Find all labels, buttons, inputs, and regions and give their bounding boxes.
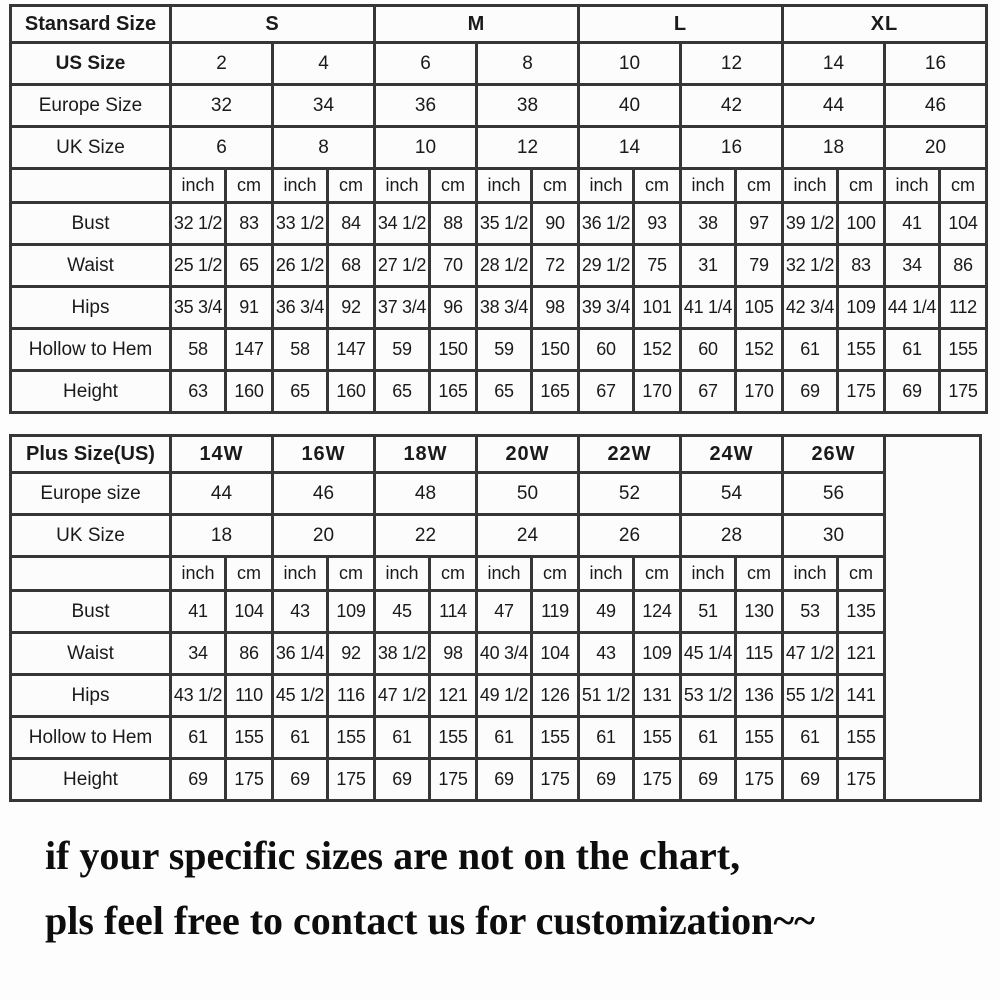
measure-cell: 86 bbox=[940, 245, 987, 287]
measure-cell: 41 bbox=[171, 591, 226, 633]
note-line-2: pls feel free to contact us for customization~~ bbox=[45, 898, 815, 943]
size-group-header: 20W bbox=[477, 436, 579, 473]
measure-cell: 45 1/2 bbox=[273, 675, 328, 717]
size-cell: 54 bbox=[681, 473, 783, 515]
size-cell: 14 bbox=[579, 127, 681, 169]
measure-cell: 27 1/2 bbox=[375, 245, 430, 287]
row-label: Waist bbox=[11, 633, 171, 675]
measure-cell: 69 bbox=[579, 759, 634, 801]
size-cell: 2 bbox=[171, 43, 273, 85]
measure-cell: 97 bbox=[736, 203, 783, 245]
unit-cell: inch bbox=[783, 557, 838, 591]
measure-cell: 47 1/2 bbox=[375, 675, 430, 717]
measure-cell: 155 bbox=[940, 329, 987, 371]
table-row bbox=[11, 515, 981, 557]
table-row bbox=[11, 717, 981, 759]
measure-cell: 43 bbox=[579, 633, 634, 675]
measure-cell: 104 bbox=[532, 633, 579, 675]
size-cell: 6 bbox=[171, 127, 273, 169]
measure-cell: 175 bbox=[940, 371, 987, 413]
size-cell: 20 bbox=[885, 127, 987, 169]
measure-cell: 105 bbox=[736, 287, 783, 329]
table-title: Plus Size(US) bbox=[11, 436, 171, 473]
table-row bbox=[11, 203, 987, 245]
unit-cell: inch bbox=[171, 169, 226, 203]
measure-cell: 109 bbox=[328, 591, 375, 633]
measure-cell: 36 3/4 bbox=[273, 287, 328, 329]
unit-cell: cm bbox=[634, 557, 681, 591]
table-row bbox=[11, 287, 987, 329]
unit-cell: cm bbox=[430, 557, 477, 591]
size-cell: 48 bbox=[375, 473, 477, 515]
measure-cell: 101 bbox=[634, 287, 681, 329]
measure-cell: 28 1/2 bbox=[477, 245, 532, 287]
unit-cell: cm bbox=[328, 169, 375, 203]
row-label: Bust bbox=[11, 591, 171, 633]
note-line-1: if your specific sizes are not on the chart, bbox=[45, 833, 741, 878]
measure-cell: 38 1/2 bbox=[375, 633, 430, 675]
measure-cell: 72 bbox=[532, 245, 579, 287]
unit-cell: inch bbox=[885, 169, 940, 203]
table-row bbox=[11, 759, 981, 801]
measure-cell: 61 bbox=[681, 717, 736, 759]
measure-cell: 79 bbox=[736, 245, 783, 287]
measure-cell: 44 1/4 bbox=[885, 287, 940, 329]
measure-cell: 61 bbox=[579, 717, 634, 759]
measure-cell: 150 bbox=[532, 329, 579, 371]
measure-cell: 110 bbox=[226, 675, 273, 717]
measure-cell: 69 bbox=[681, 759, 736, 801]
measure-cell: 175 bbox=[328, 759, 375, 801]
table-row bbox=[11, 473, 981, 515]
measure-cell: 104 bbox=[940, 203, 987, 245]
measure-cell: 34 bbox=[885, 245, 940, 287]
measure-cell: 35 1/2 bbox=[477, 203, 532, 245]
table-row bbox=[11, 329, 987, 371]
row-label: Height bbox=[11, 371, 171, 413]
measure-cell: 61 bbox=[273, 717, 328, 759]
measure-cell: 121 bbox=[838, 633, 885, 675]
measure-cell: 75 bbox=[634, 245, 681, 287]
unit-cell: inch bbox=[477, 169, 532, 203]
measure-cell: 115 bbox=[736, 633, 783, 675]
measure-cell: 155 bbox=[226, 717, 273, 759]
measure-cell: 152 bbox=[736, 329, 783, 371]
measure-cell: 84 bbox=[328, 203, 375, 245]
measure-cell: 155 bbox=[736, 717, 783, 759]
unit-cell: inch bbox=[477, 557, 532, 591]
measure-cell: 38 bbox=[681, 203, 736, 245]
measure-cell: 69 bbox=[783, 759, 838, 801]
unit-cell: cm bbox=[736, 169, 783, 203]
measure-cell: 32 1/2 bbox=[171, 203, 226, 245]
measure-cell: 92 bbox=[328, 633, 375, 675]
measure-cell: 83 bbox=[226, 203, 273, 245]
size-cell: 18 bbox=[171, 515, 273, 557]
measure-cell: 104 bbox=[226, 591, 273, 633]
unit-cell: cm bbox=[430, 169, 477, 203]
table-row bbox=[11, 633, 981, 675]
measure-cell: 67 bbox=[579, 371, 634, 413]
size-cell: 52 bbox=[579, 473, 681, 515]
measure-cell: 39 1/2 bbox=[783, 203, 838, 245]
size-cell: 30 bbox=[783, 515, 885, 557]
row-label: Hips bbox=[11, 675, 171, 717]
measure-cell: 155 bbox=[838, 329, 885, 371]
measure-cell: 92 bbox=[328, 287, 375, 329]
measure-cell: 43 bbox=[273, 591, 328, 633]
size-cell: 44 bbox=[171, 473, 273, 515]
size-cell: 14 bbox=[783, 43, 885, 85]
unit-cell: inch bbox=[171, 557, 226, 591]
measure-cell: 38 3/4 bbox=[477, 287, 532, 329]
measure-cell: 61 bbox=[477, 717, 532, 759]
measure-cell: 175 bbox=[634, 759, 681, 801]
size-cell: 42 bbox=[681, 85, 783, 127]
size-group-header: 14W bbox=[171, 436, 273, 473]
measure-cell: 121 bbox=[430, 675, 477, 717]
measure-cell: 59 bbox=[375, 329, 430, 371]
measure-cell: 53 bbox=[783, 591, 838, 633]
measure-cell: 61 bbox=[783, 329, 838, 371]
size-cell: 16 bbox=[681, 127, 783, 169]
measure-cell: 83 bbox=[838, 245, 885, 287]
measure-cell: 165 bbox=[430, 371, 477, 413]
measure-cell: 116 bbox=[328, 675, 375, 717]
unit-cell: inch bbox=[273, 169, 328, 203]
table-row bbox=[11, 169, 987, 203]
measure-cell: 130 bbox=[736, 591, 783, 633]
table-row bbox=[11, 436, 981, 473]
size-cell: 36 bbox=[375, 85, 477, 127]
measure-cell: 175 bbox=[838, 759, 885, 801]
measure-cell: 47 1/2 bbox=[783, 633, 838, 675]
measure-cell: 160 bbox=[226, 371, 273, 413]
unit-cell: inch bbox=[375, 169, 430, 203]
measure-cell: 175 bbox=[430, 759, 477, 801]
size-group-header: L bbox=[579, 6, 783, 43]
measure-cell: 34 bbox=[171, 633, 226, 675]
measure-cell: 155 bbox=[430, 717, 477, 759]
size-cell: 46 bbox=[273, 473, 375, 515]
measure-cell: 32 1/2 bbox=[783, 245, 838, 287]
measure-cell: 49 1/2 bbox=[477, 675, 532, 717]
size-group-header: 26W bbox=[783, 436, 885, 473]
measure-cell: 155 bbox=[838, 717, 885, 759]
size-group-header: S bbox=[171, 6, 375, 43]
measure-cell: 34 1/2 bbox=[375, 203, 430, 245]
table-row bbox=[11, 371, 987, 413]
plus-size-table bbox=[9, 434, 982, 802]
measure-cell: 170 bbox=[736, 371, 783, 413]
size-cell: 26 bbox=[579, 515, 681, 557]
empty-label-cell bbox=[11, 557, 171, 591]
unit-cell: inch bbox=[273, 557, 328, 591]
row-label: Waist bbox=[11, 245, 171, 287]
table-row bbox=[11, 245, 987, 287]
measure-cell: 39 3/4 bbox=[579, 287, 634, 329]
measure-cell: 65 bbox=[375, 371, 430, 413]
measure-cell: 147 bbox=[328, 329, 375, 371]
unit-cell: cm bbox=[226, 169, 273, 203]
unit-cell: cm bbox=[736, 557, 783, 591]
measure-cell: 49 bbox=[579, 591, 634, 633]
size-cell: 24 bbox=[477, 515, 579, 557]
measure-cell: 29 1/2 bbox=[579, 245, 634, 287]
measure-cell: 175 bbox=[838, 371, 885, 413]
measure-cell: 69 bbox=[885, 371, 940, 413]
measure-cell: 58 bbox=[273, 329, 328, 371]
size-cell: 16 bbox=[885, 43, 987, 85]
empty-cell bbox=[885, 436, 981, 801]
measure-cell: 175 bbox=[736, 759, 783, 801]
measure-cell: 170 bbox=[634, 371, 681, 413]
measure-cell: 147 bbox=[226, 329, 273, 371]
size-cell: 40 bbox=[579, 85, 681, 127]
row-label: UK Size bbox=[11, 515, 171, 557]
unit-cell: cm bbox=[940, 169, 987, 203]
size-group-header: 24W bbox=[681, 436, 783, 473]
measure-cell: 109 bbox=[634, 633, 681, 675]
measure-cell: 155 bbox=[634, 717, 681, 759]
measure-cell: 93 bbox=[634, 203, 681, 245]
size-cell: 18 bbox=[783, 127, 885, 169]
table-row bbox=[11, 675, 981, 717]
measure-cell: 175 bbox=[226, 759, 273, 801]
measure-cell: 135 bbox=[838, 591, 885, 633]
size-cell: 34 bbox=[273, 85, 375, 127]
size-cell: 56 bbox=[783, 473, 885, 515]
measure-cell: 61 bbox=[375, 717, 430, 759]
measure-cell: 96 bbox=[430, 287, 477, 329]
measure-cell: 70 bbox=[430, 245, 477, 287]
measure-cell: 69 bbox=[375, 759, 430, 801]
size-cell: 28 bbox=[681, 515, 783, 557]
measure-cell: 36 1/2 bbox=[579, 203, 634, 245]
size-group-header: 18W bbox=[375, 436, 477, 473]
measure-cell: 160 bbox=[328, 371, 375, 413]
measure-cell: 175 bbox=[532, 759, 579, 801]
measure-cell: 126 bbox=[532, 675, 579, 717]
measure-cell: 35 3/4 bbox=[171, 287, 226, 329]
row-label: Hollow to Hem bbox=[11, 717, 171, 759]
measure-cell: 68 bbox=[328, 245, 375, 287]
measure-cell: 61 bbox=[171, 717, 226, 759]
measure-cell: 131 bbox=[634, 675, 681, 717]
size-cell: 6 bbox=[375, 43, 477, 85]
size-cell: 22 bbox=[375, 515, 477, 557]
table-row bbox=[11, 557, 981, 591]
unit-cell: cm bbox=[838, 169, 885, 203]
empty-label-cell bbox=[11, 169, 171, 203]
size-cell: 20 bbox=[273, 515, 375, 557]
measure-cell: 63 bbox=[171, 371, 226, 413]
size-cell: 44 bbox=[783, 85, 885, 127]
row-label: UK Size bbox=[11, 127, 171, 169]
size-cell: 10 bbox=[375, 127, 477, 169]
measure-cell: 45 bbox=[375, 591, 430, 633]
measure-cell: 155 bbox=[328, 717, 375, 759]
row-label: Bust bbox=[11, 203, 171, 245]
measure-cell: 65 bbox=[273, 371, 328, 413]
unit-cell: cm bbox=[634, 169, 681, 203]
measure-cell: 69 bbox=[477, 759, 532, 801]
unit-cell: cm bbox=[532, 169, 579, 203]
size-cell: 8 bbox=[273, 127, 375, 169]
row-label: US Size bbox=[11, 43, 171, 85]
standard-size-table bbox=[9, 4, 988, 414]
size-cell: 46 bbox=[885, 85, 987, 127]
measure-cell: 37 3/4 bbox=[375, 287, 430, 329]
measure-cell: 88 bbox=[430, 203, 477, 245]
table-row bbox=[11, 85, 987, 127]
size-cell: 32 bbox=[171, 85, 273, 127]
size-cell: 4 bbox=[273, 43, 375, 85]
row-label: Europe Size bbox=[11, 85, 171, 127]
measure-cell: 41 1/4 bbox=[681, 287, 736, 329]
unit-cell: inch bbox=[783, 169, 838, 203]
unit-cell: cm bbox=[226, 557, 273, 591]
measure-cell: 69 bbox=[783, 371, 838, 413]
size-cell: 10 bbox=[579, 43, 681, 85]
customization-note bbox=[45, 832, 1000, 945]
unit-cell: cm bbox=[328, 557, 375, 591]
unit-cell: inch bbox=[681, 557, 736, 591]
measure-cell: 58 bbox=[171, 329, 226, 371]
size-cell: 38 bbox=[477, 85, 579, 127]
measure-cell: 42 3/4 bbox=[783, 287, 838, 329]
measure-cell: 65 bbox=[226, 245, 273, 287]
measure-cell: 114 bbox=[430, 591, 477, 633]
unit-cell: inch bbox=[579, 169, 634, 203]
table-row bbox=[11, 591, 981, 633]
measure-cell: 61 bbox=[783, 717, 838, 759]
measure-cell: 155 bbox=[532, 717, 579, 759]
size-cell: 12 bbox=[477, 127, 579, 169]
row-label: Height bbox=[11, 759, 171, 801]
unit-cell: inch bbox=[375, 557, 430, 591]
measure-cell: 100 bbox=[838, 203, 885, 245]
measure-cell: 98 bbox=[532, 287, 579, 329]
measure-cell: 112 bbox=[940, 287, 987, 329]
row-label: Hollow to Hem bbox=[11, 329, 171, 371]
measure-cell: 59 bbox=[477, 329, 532, 371]
table-row bbox=[11, 6, 987, 43]
measure-cell: 124 bbox=[634, 591, 681, 633]
measure-cell: 51 1/2 bbox=[579, 675, 634, 717]
measure-cell: 69 bbox=[273, 759, 328, 801]
measure-cell: 67 bbox=[681, 371, 736, 413]
unit-cell: inch bbox=[579, 557, 634, 591]
measure-cell: 119 bbox=[532, 591, 579, 633]
measure-cell: 141 bbox=[838, 675, 885, 717]
measure-cell: 90 bbox=[532, 203, 579, 245]
measure-cell: 98 bbox=[430, 633, 477, 675]
size-cell: 12 bbox=[681, 43, 783, 85]
measure-cell: 33 1/2 bbox=[273, 203, 328, 245]
size-group-header: 16W bbox=[273, 436, 375, 473]
measure-cell: 150 bbox=[430, 329, 477, 371]
measure-cell: 51 bbox=[681, 591, 736, 633]
measure-cell: 60 bbox=[681, 329, 736, 371]
measure-cell: 109 bbox=[838, 287, 885, 329]
measure-cell: 31 bbox=[681, 245, 736, 287]
row-label: Europe size bbox=[11, 473, 171, 515]
measure-cell: 60 bbox=[579, 329, 634, 371]
unit-cell: cm bbox=[838, 557, 885, 591]
unit-cell: cm bbox=[532, 557, 579, 591]
measure-cell: 43 1/2 bbox=[171, 675, 226, 717]
measure-cell: 136 bbox=[736, 675, 783, 717]
measure-cell: 53 1/2 bbox=[681, 675, 736, 717]
measure-cell: 26 1/2 bbox=[273, 245, 328, 287]
row-label: Hips bbox=[11, 287, 171, 329]
table-title: Stansard Size bbox=[11, 6, 171, 43]
measure-cell: 91 bbox=[226, 287, 273, 329]
measure-cell: 165 bbox=[532, 371, 579, 413]
size-cell: 50 bbox=[477, 473, 579, 515]
table-row bbox=[11, 43, 987, 85]
measure-cell: 47 bbox=[477, 591, 532, 633]
size-group-header: XL bbox=[783, 6, 987, 43]
measure-cell: 36 1/4 bbox=[273, 633, 328, 675]
measure-cell: 25 1/2 bbox=[171, 245, 226, 287]
size-cell: 8 bbox=[477, 43, 579, 85]
measure-cell: 61 bbox=[885, 329, 940, 371]
measure-cell: 41 bbox=[885, 203, 940, 245]
measure-cell: 69 bbox=[171, 759, 226, 801]
unit-cell: inch bbox=[681, 169, 736, 203]
measure-cell: 65 bbox=[477, 371, 532, 413]
measure-cell: 152 bbox=[634, 329, 681, 371]
measure-cell: 45 1/4 bbox=[681, 633, 736, 675]
measure-cell: 55 1/2 bbox=[783, 675, 838, 717]
size-group-header: M bbox=[375, 6, 579, 43]
measure-cell: 40 3/4 bbox=[477, 633, 532, 675]
table-row bbox=[11, 127, 987, 169]
measure-cell: 86 bbox=[226, 633, 273, 675]
size-group-header: 22W bbox=[579, 436, 681, 473]
